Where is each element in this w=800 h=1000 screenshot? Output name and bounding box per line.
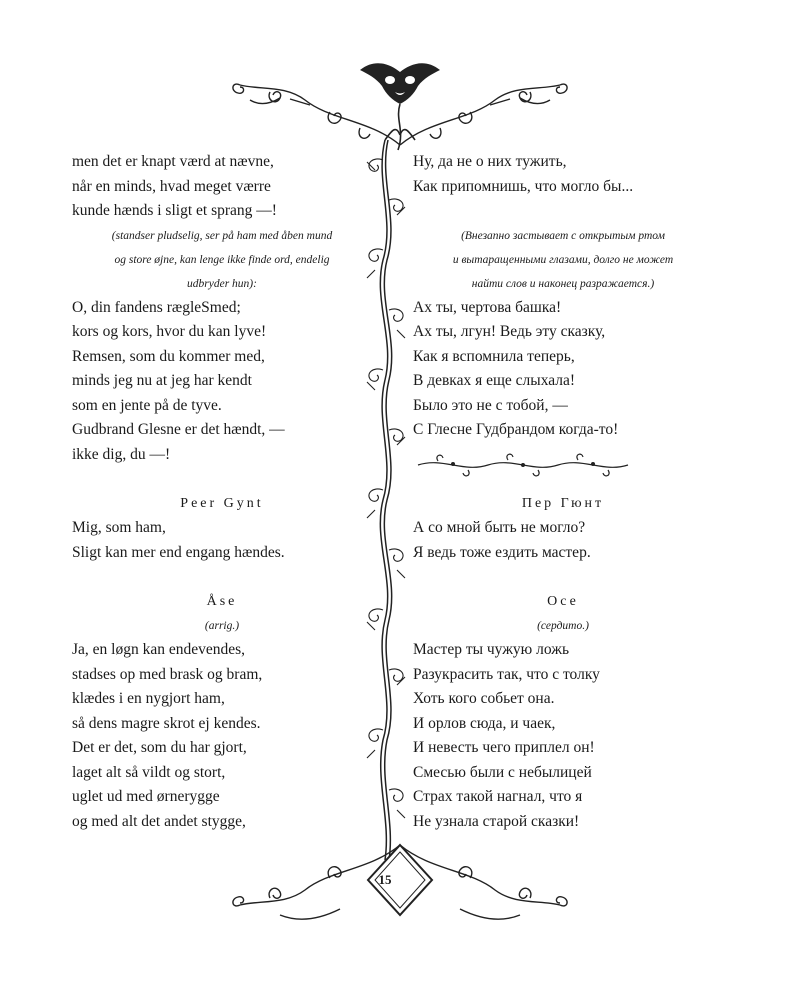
page-number: 15 xyxy=(378,872,392,887)
verse-line: Как я вспомнила теперь, xyxy=(413,347,575,365)
left-column-norwegian xyxy=(72,150,372,834)
verse-line: uglet ud med ørnerygge xyxy=(72,788,220,805)
verse-line: Ну, да не о них тужить, xyxy=(413,153,567,170)
verse-line: laget alt så vildt og stort, xyxy=(72,763,226,781)
verse-line: stadses op med brask og bram, xyxy=(72,665,263,683)
verse-line: И орлов сюда, и чаек, xyxy=(413,714,556,732)
spacer xyxy=(413,443,713,468)
verse-line: Ja, en løgn kan endevendes, xyxy=(72,641,246,658)
verse-line: Хоть кого собьет она. xyxy=(413,690,555,707)
verse-line: Было это не с тобой, — xyxy=(413,396,568,414)
verse-line: når en minds, hvad meget værre xyxy=(72,177,271,195)
verse-line: Remsen, som du kommer med, xyxy=(72,347,265,365)
verse-line: А со мной быть не могло? xyxy=(413,519,586,536)
verse-line: O, din fandens rægleSmed; xyxy=(72,298,241,316)
verse-line: men det er knapt værd at nævne, xyxy=(72,153,274,170)
spacer xyxy=(72,467,372,492)
verse-line: klædes i en nygjort ham, xyxy=(72,690,225,707)
verse-line: som en jente på de tyve. xyxy=(72,396,222,414)
stage-direction: (Внезапно застывает с открытым ртом xyxy=(461,229,665,242)
verse-line: og med alt det andet stygge, xyxy=(72,812,246,830)
verse-line: Ах ты, чертова башка! xyxy=(413,298,562,316)
verse-line: Sligt kan mer end engang hændes. xyxy=(72,543,285,561)
stage-direction: (сердито.) xyxy=(537,620,589,632)
speaker-name: Peer Gynt xyxy=(180,495,264,511)
verse-line: Как припомнишь, что могло бы... xyxy=(413,177,634,195)
spacer xyxy=(413,467,713,492)
right-column-russian xyxy=(413,150,713,834)
spacer xyxy=(413,565,713,590)
spacer xyxy=(72,565,372,590)
stage-direction: udbryder hun): xyxy=(187,277,257,290)
stage-direction: найти слов и наконец разражается.) xyxy=(471,277,655,290)
verse-line: Мастер ты чужую ложь xyxy=(413,641,570,658)
verse-line: Смесью были с небылицей xyxy=(413,763,592,781)
verse-line: Ах ты, лгун! Ведь эту сказку, xyxy=(413,323,606,340)
verse-line: И невесть чего приплел он! xyxy=(413,739,595,756)
verse-line: Я ведь тоже ездить мастер. xyxy=(413,543,591,561)
verse-line: Mig, som ham, xyxy=(72,519,166,536)
stage-direction: (standser pludselig, ser på ham med åben mund xyxy=(111,229,333,242)
speaker-name: Пер Гюнт xyxy=(521,495,605,511)
verse-line: В девках я еще слыхала! xyxy=(413,372,576,389)
verse-line: Разукрасить так, что с толку xyxy=(413,665,600,683)
verse-line: Не узнала старой сказки! xyxy=(413,812,580,830)
speaker-name: Åse xyxy=(206,593,238,609)
spacer xyxy=(413,199,713,224)
stage-direction: (arrig.) xyxy=(204,620,240,632)
verse-line: Det er det, som du har gjort, xyxy=(72,739,247,756)
speaker-name: Осе xyxy=(547,593,579,609)
verse-line: så dens magre skrot ej kendes. xyxy=(72,714,261,732)
verse-line: Страх такой нагнал, что я xyxy=(413,788,583,805)
verse-line: ikke dig, du —! xyxy=(72,445,171,463)
verse-line: minds jeg nu at jeg har kendt xyxy=(72,372,252,389)
verse-line: С Глесне Гудбрандом когда-то! xyxy=(413,421,619,438)
verse-line: kors og kors, hvor du kan lyve! xyxy=(72,323,267,340)
verse-line: kunde hænds i sligt et sprang —! xyxy=(72,202,277,219)
stage-direction: и вытаращенными глазами, долго не может xyxy=(452,253,674,266)
stage-direction: og store øjne, kan lenge ikke finde ord, endelig xyxy=(114,253,330,266)
verse-line: Gudbrand Glesne er det hændt, — xyxy=(72,421,285,438)
